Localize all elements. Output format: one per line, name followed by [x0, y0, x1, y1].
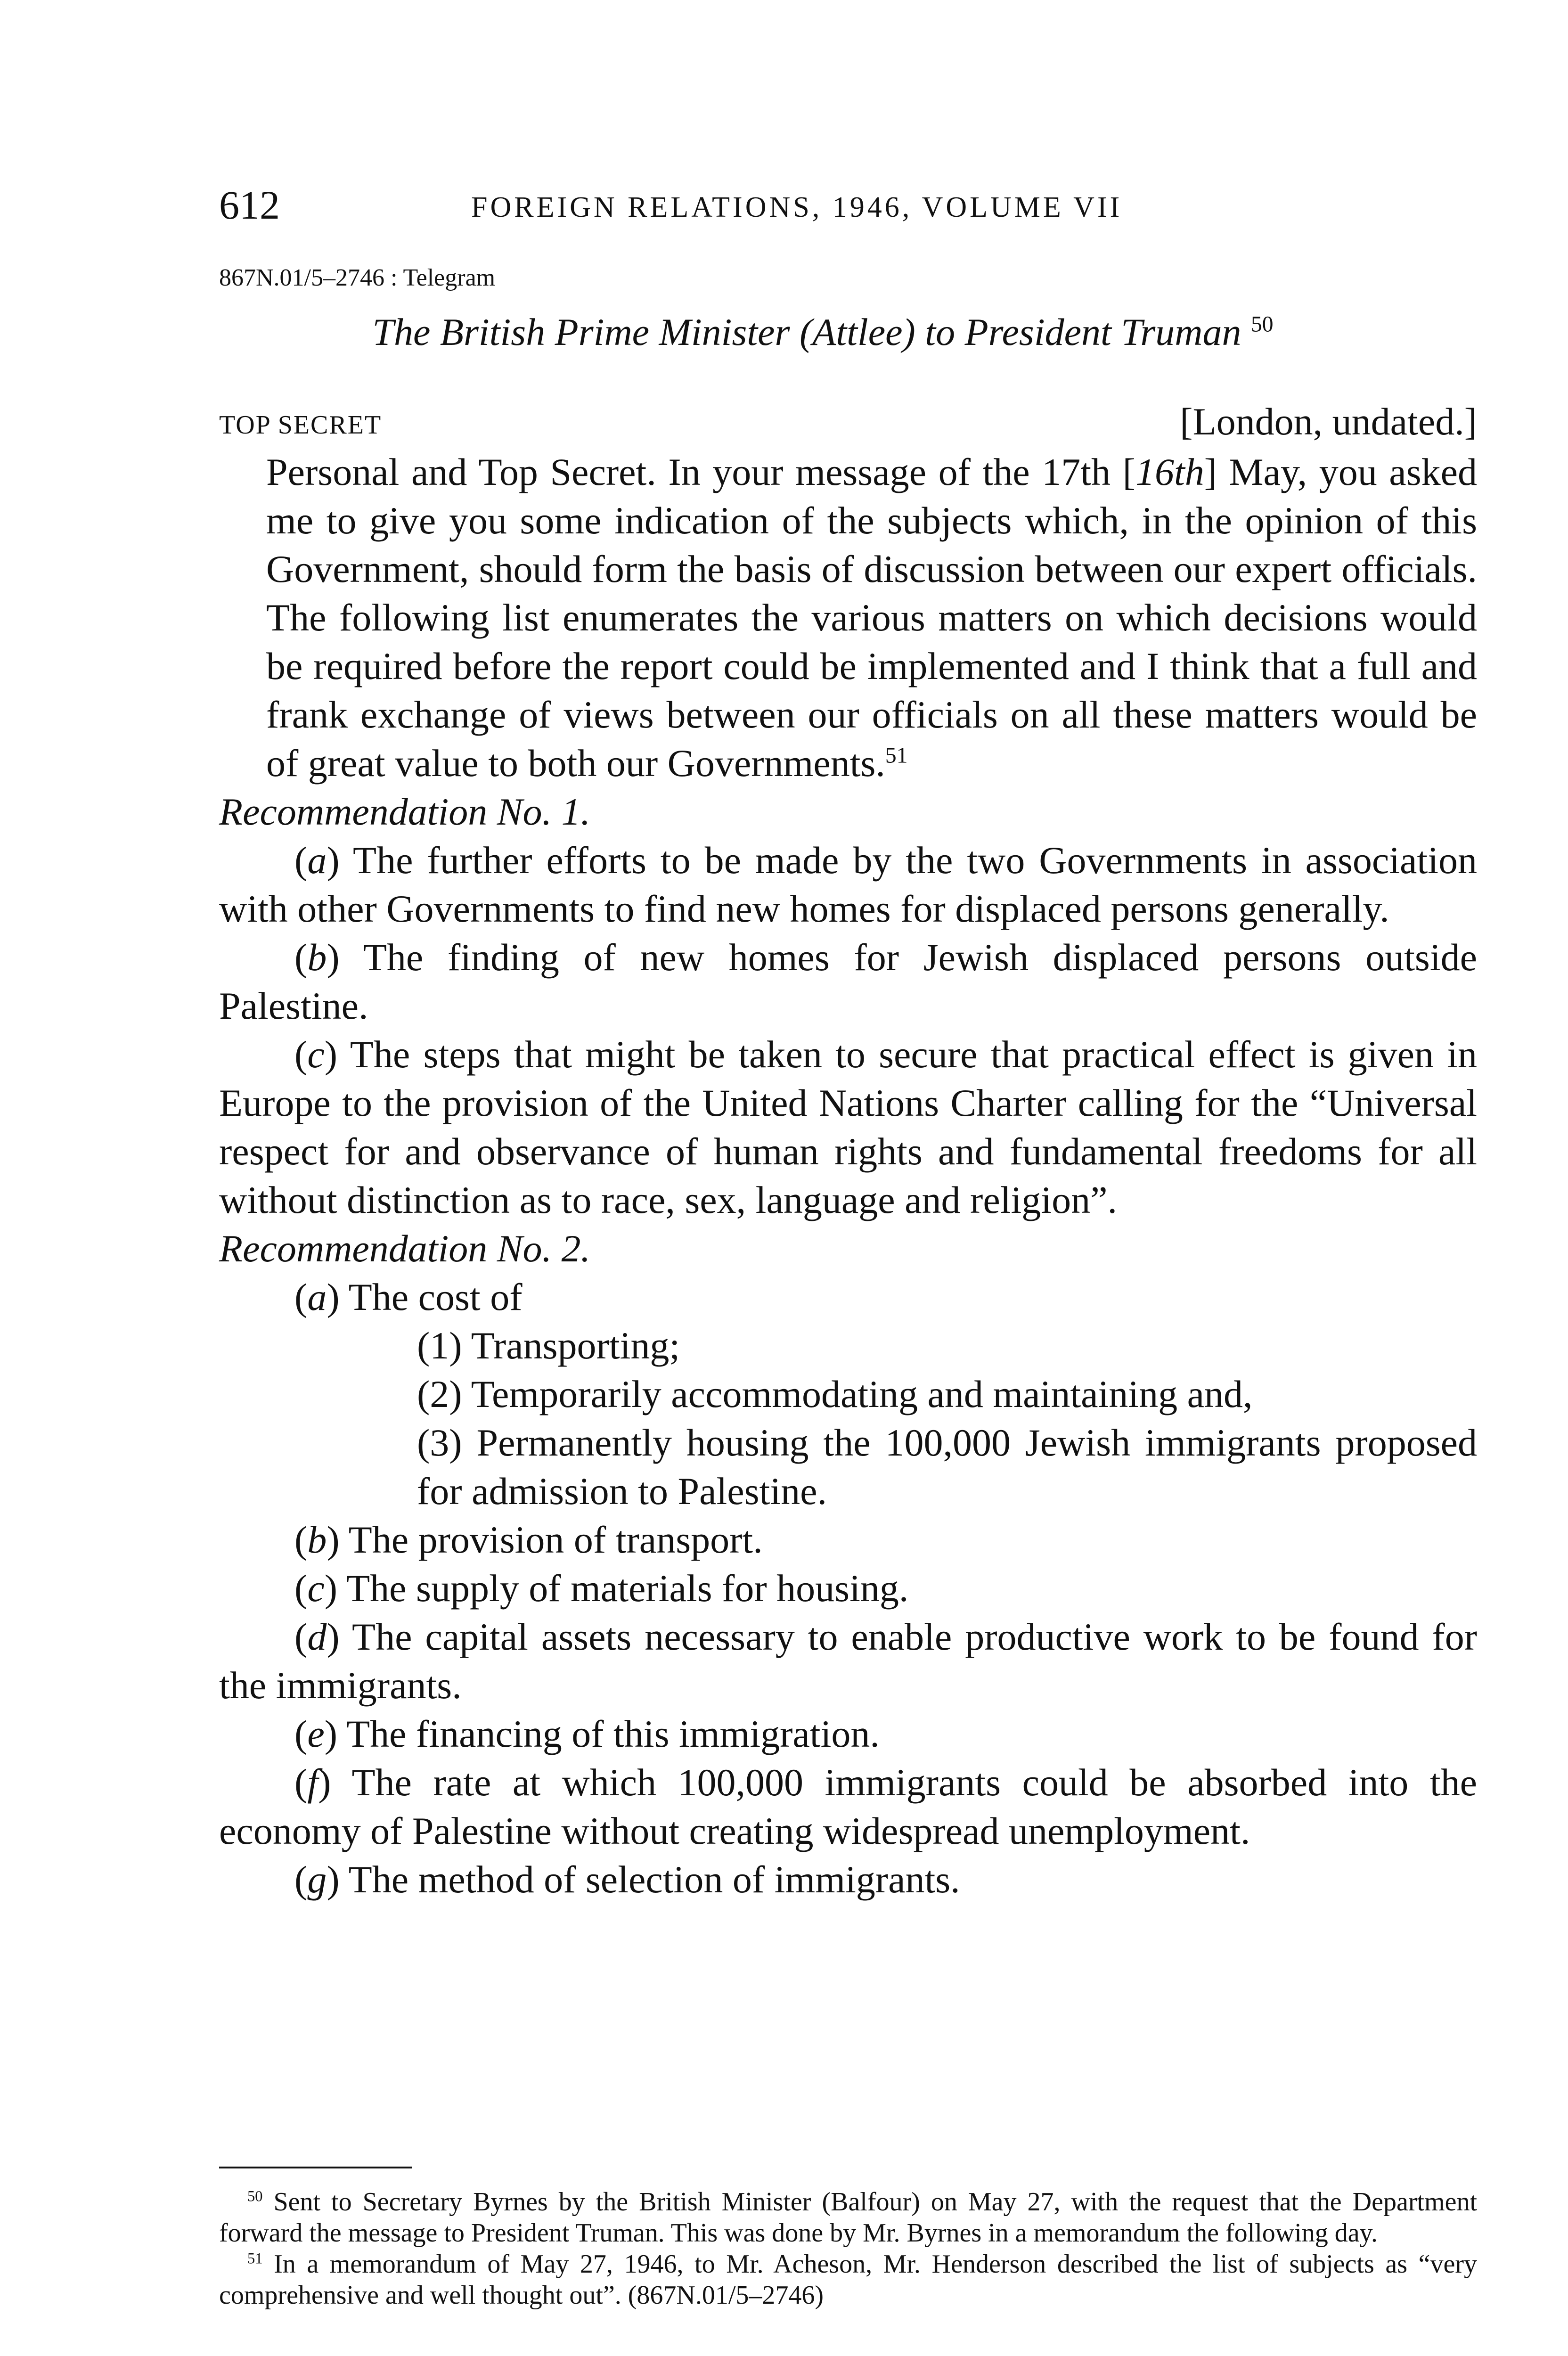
recommendation-1-title: Recommendation No. 1.: [219, 790, 590, 833]
place-date: [London, undated.]: [1180, 400, 1477, 443]
intro-paragraph: Personal and Top Secret. In your message of the 17th [16th] May, you asked me to give you some indication of the subjects which, in the opinion of this Government, should form the basis of discussion between our expert officials. The following list enumerates the various matters on which decisions would be required before the report could be implemented and I think that a full and frank exchange of views between our officials on all these matters would be of great value to both our Governments.$^{51}$: [266, 450, 1477, 785]
footnotes: [219, 2186, 1477, 2311]
rec2-item-d: (d) The capital assets necessary to enable productive work to be found for the immigrants.: [219, 1615, 1477, 1707]
date-correction: 16th: [1135, 450, 1204, 493]
rec2-item-f: (f) The rate at which 100,000 immigrants could be absorbed into the economy of Palestine without creating widespread unemployment.: [219, 1761, 1477, 1852]
running-header: [219, 179, 1477, 231]
rec1-item-b: (b) The finding of new homes for Jewish displaced persons outside Palestine.: [219, 936, 1477, 1027]
heading-text: The British Prime Minister (Attlee) to President Truman: [372, 311, 1241, 353]
footnote-mark-50: 50: [1251, 312, 1274, 337]
rec2-item-b: (b) The provision of transport.: [294, 1518, 763, 1561]
page-number: 612: [219, 182, 280, 228]
rec2-subitem-1: (1) Transporting;: [417, 1324, 680, 1367]
footnote-51: $^{51}$ In a memorandum of May 27, 1946, to Mr. Acheson, Mr. Henderson described the list of subjects as “very comprehensive and well thought out”. (867N.01/5–2746): [219, 2250, 1477, 2310]
rec2-item-e: (e) The financing of this immigration.: [294, 1712, 880, 1755]
rec2-item-g: (g) The method of selection of immigrants.: [294, 1858, 960, 1901]
telegram-body: [219, 448, 1477, 1904]
document-reference: 867N.01/5–2746 : Telegram: [219, 264, 496, 291]
classification-row: [219, 398, 1477, 445]
rec2-subitem-2: (2) Temporarily accommodating and maintaining and,: [417, 1373, 1253, 1415]
footnote-rule: [219, 2167, 412, 2168]
rec2-subitem-3: (3) Permanently housing the 100,000 Jewish immigrants proposed for admission to Palestine.: [417, 1421, 1478, 1513]
rec1-item-c: (c) The steps that might be taken to secure that practical effect is given in Europe to the provision of the United Nations Charter calling for the “Universal respect for and observance of human rights and fundamental freedoms for all without distinction as to race, sex, language and religion”.: [219, 1033, 1478, 1221]
classification-label: TOP SECRET: [219, 410, 382, 440]
rec2-item-a: (a) The cost of: [294, 1276, 523, 1318]
recommendation-2-title: Recommendation No. 2.: [219, 1227, 590, 1270]
running-title: FOREIGN RELATIONS, 1946, VOLUME VII: [471, 191, 1123, 223]
document-heading: [0, 306, 1568, 358]
footnote-mark-51: 51: [885, 743, 908, 768]
footnote-50: $^{50}$ Sent to Secretary Byrnes by the British Minister (Balfour) on May 27, with the request that the Department forward the message to President Truman. This was done by Mr. Byrnes in a memorandum the following day.: [219, 2187, 1477, 2248]
rec2-item-c: (c) The supply of materials for housing.: [294, 1567, 909, 1610]
rec1-item-a: (a) The further efforts to be made by the two Governments in association with other Governments to find new homes for displaced persons generally.: [219, 839, 1477, 930]
